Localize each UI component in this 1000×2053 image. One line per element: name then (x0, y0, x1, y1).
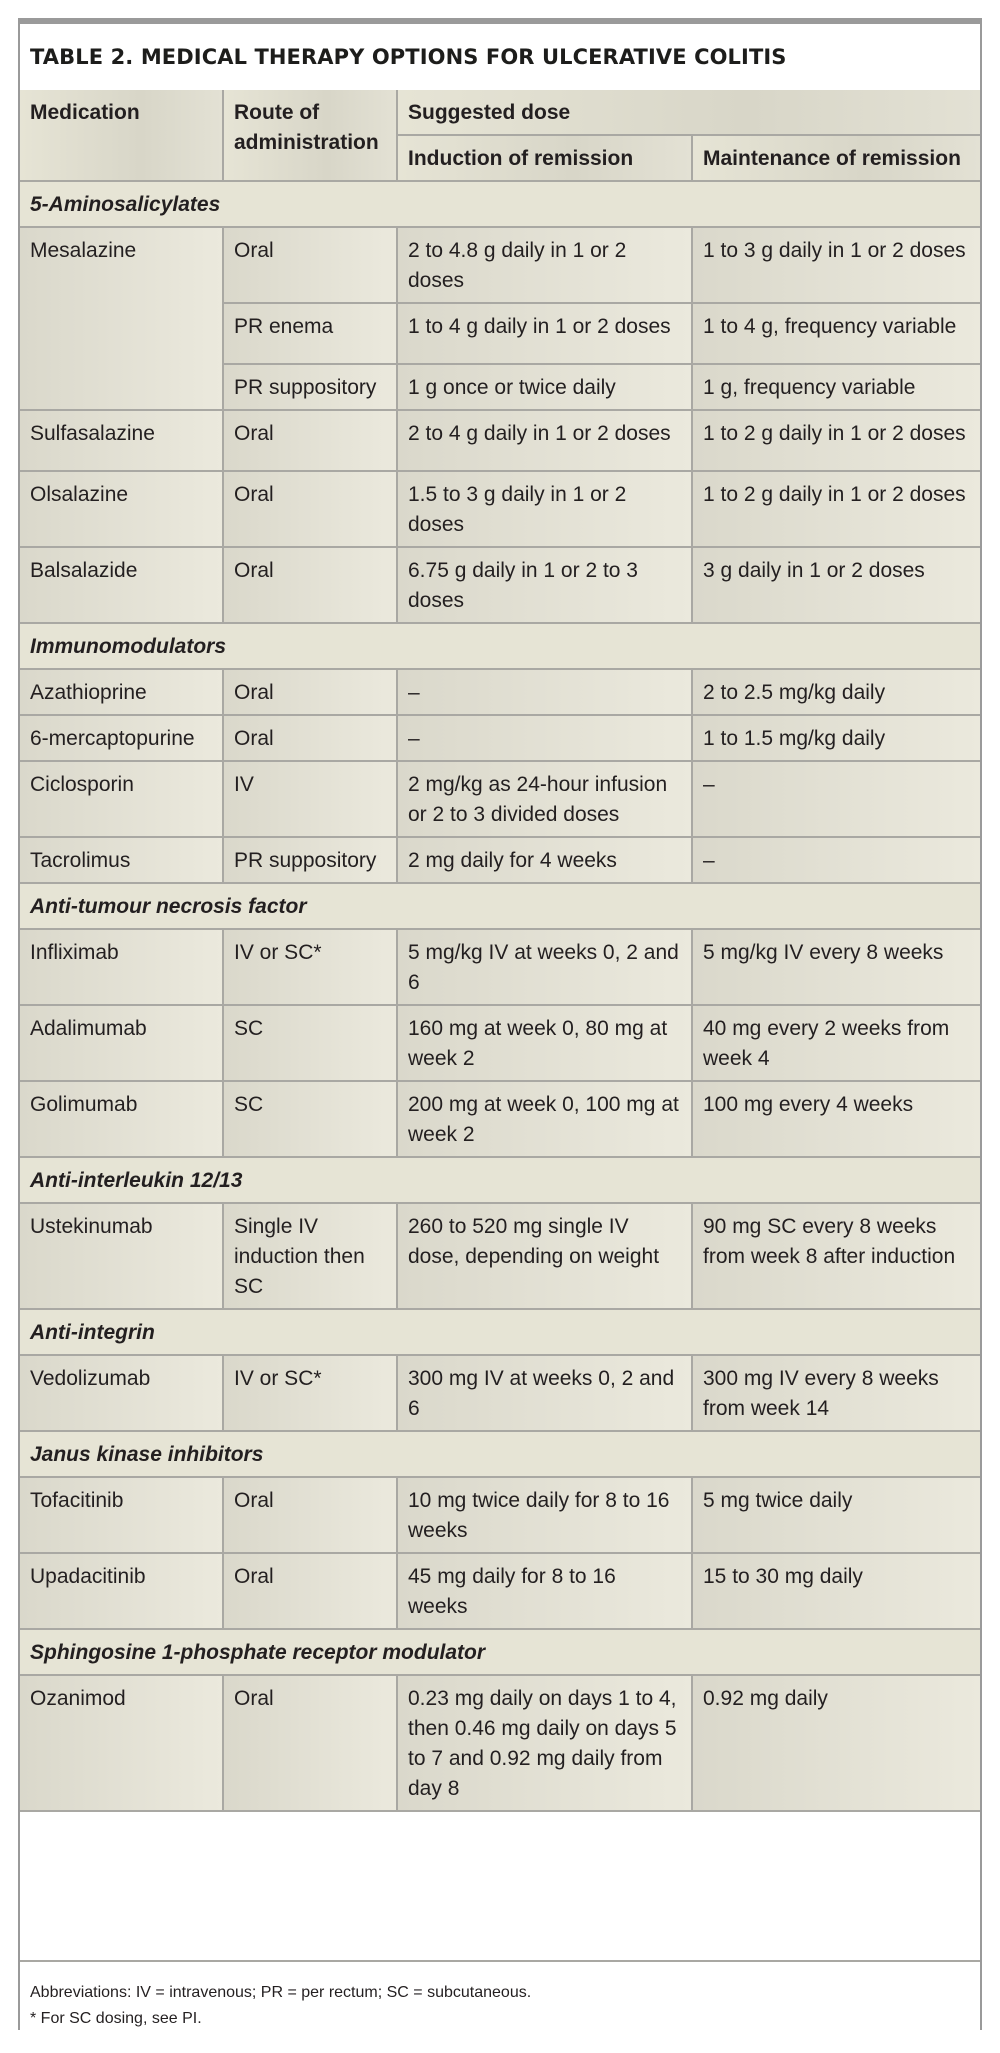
table-footer (20, 1960, 980, 2034)
induction-cell: – (397, 669, 692, 715)
route-cell: SC (223, 1081, 397, 1157)
header-suggested-dose: Suggested dose (397, 90, 980, 135)
group-row (20, 181, 980, 227)
maintenance-cell: 1 to 2 g daily in 1 or 2 doses (692, 410, 980, 471)
maintenance-cell: 3 g daily in 1 or 2 doses (692, 547, 980, 623)
medication-cell: Mesalazine (20, 227, 223, 410)
route-cell: Oral (223, 227, 397, 303)
route-cell: IV or SC* (223, 929, 397, 1005)
maintenance-cell: 15 to 30 mg daily (692, 1553, 980, 1629)
table-title-text: MEDICAL THERAPY OPTIONS FOR ULCERATIVE COLITIS (140, 45, 787, 69)
group-heading: Anti-interleukin 12/13 (20, 1157, 980, 1203)
group-row (20, 623, 980, 669)
abbreviations-note: Abbreviations: IV = intravenous; PR = per rectum; SC = subcutaneous. (30, 1984, 532, 2001)
header-route: Route of administration (223, 90, 397, 181)
medication-cell: Ozanimod (20, 1675, 223, 1811)
induction-cell: 2 mg/kg as 24-hour infusion or 2 to 3 divided doses (397, 761, 692, 837)
maintenance-cell: 1 to 3 g daily in 1 or 2 doses (692, 227, 980, 303)
induction-cell: 2 to 4 g daily in 1 or 2 doses (397, 410, 692, 471)
route-cell: IV (223, 761, 397, 837)
table-title (20, 24, 980, 90)
medication-cell: Infliximab (20, 929, 223, 1005)
table-row (20, 1477, 980, 1553)
group-heading: Immunomodulators (20, 623, 980, 669)
table-row (20, 1553, 980, 1629)
table-number: TABLE 2. (30, 45, 134, 69)
route-cell: SC (223, 1005, 397, 1081)
maintenance-cell: 5 mg/kg IV every 8 weeks (692, 929, 980, 1005)
table-row (20, 1355, 980, 1431)
route-cell: PR suppository (223, 364, 397, 410)
group-heading: 5-Aminosalicylates (20, 181, 980, 227)
induction-cell: 2 to 4.8 g daily in 1 or 2 doses (397, 227, 692, 303)
route-cell: Oral (223, 669, 397, 715)
induction-cell: 300 mg IV at weeks 0, 2 and 6 (397, 1355, 692, 1431)
group-row (20, 1431, 980, 1477)
medication-cell: Tacrolimus (20, 837, 223, 883)
medication-cell: Ciclosporin (20, 761, 223, 837)
table-row (20, 1203, 980, 1309)
medication-cell: Upadacitinib (20, 1553, 223, 1629)
maintenance-cell: 1 to 4 g, frequency variable (692, 303, 980, 364)
maintenance-cell: 0.92 mg daily (692, 1675, 980, 1811)
induction-cell: 260 to 520 mg single IV dose, depending on weight (397, 1203, 692, 1309)
induction-cell: 0.23 mg daily on days 1 to 4, then 0.46 mg daily on days 5 to 7 and 0.92 mg daily from day 8 (397, 1675, 692, 1811)
header-medication: Medication (20, 90, 223, 181)
induction-cell: 1.5 to 3 g daily in 1 or 2 doses (397, 471, 692, 547)
induction-cell: 200 mg at week 0, 100 mg at week 2 (397, 1081, 692, 1157)
medication-cell: Sulfasalazine (20, 410, 223, 471)
group-row (20, 1309, 980, 1355)
medication-cell: 6-mercaptopurine (20, 715, 223, 761)
route-cell: PR suppository (223, 837, 397, 883)
table-body (20, 181, 980, 1811)
route-cell: Oral (223, 547, 397, 623)
table-header (20, 90, 980, 181)
route-cell: Single IV induction then SC (223, 1203, 397, 1309)
maintenance-cell: 1 g, frequency variable (692, 364, 980, 410)
route-cell: IV or SC* (223, 1355, 397, 1431)
table-row (20, 227, 980, 303)
route-cell: PR enema (223, 303, 397, 364)
induction-cell: 10 mg twice daily for 8 to 16 weeks (397, 1477, 692, 1553)
table-row (20, 715, 980, 761)
induction-cell: 160 mg at week 0, 80 mg at week 2 (397, 1005, 692, 1081)
medication-cell: Adalimumab (20, 1005, 223, 1081)
medication-cell: Azathioprine (20, 669, 223, 715)
route-cell: Oral (223, 471, 397, 547)
medication-cell: Ustekinumab (20, 1203, 223, 1309)
route-cell: Oral (223, 1477, 397, 1553)
medication-cell: Vedolizumab (20, 1355, 223, 1431)
induction-cell: 5 mg/kg IV at weeks 0, 2 and 6 (397, 929, 692, 1005)
group-row (20, 1157, 980, 1203)
group-heading: Anti-tumour necrosis factor (20, 883, 980, 929)
header-induction: Induction of remission (397, 135, 692, 181)
therapy-table (20, 90, 980, 1812)
induction-cell: 1 to 4 g daily in 1 or 2 doses (397, 303, 692, 364)
maintenance-cell: 2 to 2.5 mg/kg daily (692, 669, 980, 715)
route-cell: Oral (223, 715, 397, 761)
maintenance-cell: – (692, 761, 980, 837)
route-cell: Oral (223, 410, 397, 471)
table-row (20, 410, 980, 471)
header-maintenance: Maintenance of remission (692, 135, 980, 181)
table-row (20, 1081, 980, 1157)
maintenance-cell: 300 mg IV every 8 weeks from week 14 (692, 1355, 980, 1431)
group-heading: Janus kinase inhibitors (20, 1431, 980, 1477)
route-cell: Oral (223, 1675, 397, 1811)
table-row (20, 929, 980, 1005)
group-heading: Anti-integrin (20, 1309, 980, 1355)
maintenance-cell: 40 mg every 2 weeks from week 4 (692, 1005, 980, 1081)
maintenance-cell: 1 to 2 g daily in 1 or 2 doses (692, 471, 980, 547)
table-row (20, 1005, 980, 1081)
medication-cell: Olsalazine (20, 471, 223, 547)
table-row (20, 761, 980, 837)
medication-cell: Golimumab (20, 1081, 223, 1157)
sc-dosing-note: * For SC dosing, see PI. (30, 2010, 202, 2027)
maintenance-cell: 100 mg every 4 weeks (692, 1081, 980, 1157)
maintenance-cell: – (692, 837, 980, 883)
induction-cell: 1 g once or twice daily (397, 364, 692, 410)
table-row (20, 547, 980, 623)
medication-cell: Balsalazide (20, 547, 223, 623)
route-cell: Oral (223, 1553, 397, 1629)
induction-cell: – (397, 715, 692, 761)
group-row (20, 1629, 980, 1675)
induction-cell: 2 mg daily for 4 weeks (397, 837, 692, 883)
group-row (20, 883, 980, 929)
maintenance-cell: 90 mg SC every 8 weeks from week 8 after induction (692, 1203, 980, 1309)
table-row (20, 669, 980, 715)
table-frame (18, 18, 982, 2030)
maintenance-cell: 5 mg twice daily (692, 1477, 980, 1553)
maintenance-cell: 1 to 1.5 mg/kg daily (692, 715, 980, 761)
medication-cell: Tofacitinib (20, 1477, 223, 1553)
induction-cell: 6.75 g daily in 1 or 2 to 3 doses (397, 547, 692, 623)
group-heading: Sphingosine 1-phosphate receptor modulator (20, 1629, 980, 1675)
induction-cell: 45 mg daily for 8 to 16 weeks (397, 1553, 692, 1629)
table-row (20, 837, 980, 883)
table-row (20, 1675, 980, 1811)
table-row (20, 471, 980, 547)
